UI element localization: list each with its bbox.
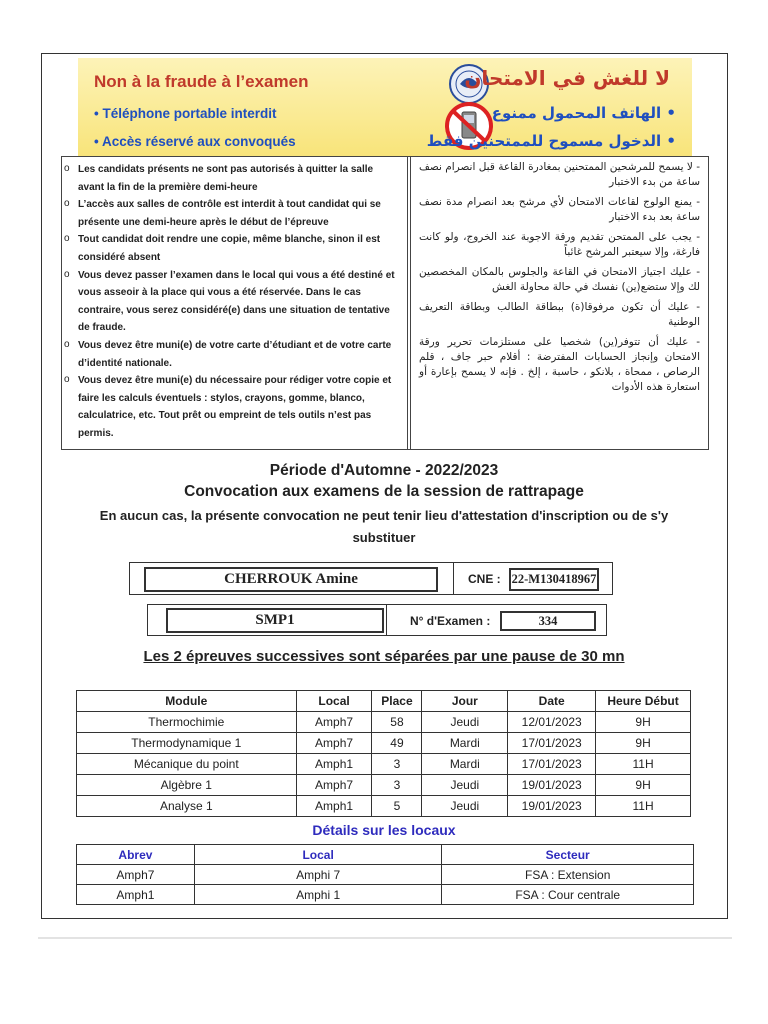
rule-fr-item: o Vous devez passer l’examen dans le local qui vous a été destiné et vous asseoir à la place qui vous a été réservée. Dans le cas contraire, vous serez considéré(e) dans une situation de tentative de fraude.: [78, 267, 399, 337]
cell-local: Amphi 1: [194, 885, 442, 905]
cell-heure: 9H: [596, 775, 691, 796]
rules-fr-column: [62, 157, 408, 449]
cell-local: Amph7: [296, 733, 372, 754]
banner-ar-title: لا للغش في الامتحان: [464, 66, 670, 90]
cell-date: 17/01/2023: [508, 754, 596, 775]
cell-heure: 9H: [596, 733, 691, 754]
table-row: [77, 775, 691, 796]
cell-local: Amph1: [296, 754, 372, 775]
table-row: [77, 865, 694, 885]
rule-fr-item: o Les candidats présents ne sont pas autorisés à quitter la salle avant la fin de la première demi-heure: [78, 161, 399, 196]
divider: [386, 605, 387, 635]
rule-fr-item: o L’accès aux salles de contrôle est interdit à tout candidat qui se présente une demi-heure après le début de l’épreuve: [78, 196, 399, 231]
cell-jour: Mardi: [422, 733, 508, 754]
cell-secteur: FSA : Extension: [442, 865, 694, 885]
cell-place: 3: [372, 775, 422, 796]
col-header: Abrev: [77, 845, 195, 865]
cell-place: 5: [372, 796, 422, 817]
cell-jour: Mardi: [422, 754, 508, 775]
col-header: Secteur: [442, 845, 694, 865]
student-name: CHERROUK Amine: [144, 567, 438, 592]
cell-module: Mécanique du point: [77, 754, 297, 775]
filiere-value: SMP1: [166, 608, 384, 633]
cell-local: Amph7: [296, 775, 372, 796]
exams-table: [76, 690, 691, 817]
disclaimer-text: En aucun cas, la présente convocation ne peut tenir lieu d'attestation d'inscription ou de s'y substituer: [99, 508, 669, 545]
table-row: [77, 712, 691, 733]
cell-place: 49: [372, 733, 422, 754]
cell-jour: Jeudi: [422, 775, 508, 796]
page-divider: [38, 937, 732, 939]
col-header: Heure Début: [596, 691, 691, 712]
rule-ar-item: - يمنع الولوج لقاعات الامتحان لأي مرشح بعد انصرام مدة نصف ساعة بعد بدء الاختبار: [419, 196, 700, 223]
banner-ar-line-phone: • الهاتف المحمول ممنوع: [491, 104, 676, 122]
cell-heure: 11H: [596, 754, 691, 775]
table-row: [77, 754, 691, 775]
banner-ar-line-access: • الدخول مسموح للممتحنين فقط: [426, 132, 676, 150]
banner-fr-line-access: • Accès réservé aux convoqués: [94, 134, 296, 149]
rules-ar-column: [410, 157, 708, 449]
col-header: Module: [77, 691, 297, 712]
cell-date: 19/01/2023: [508, 796, 596, 817]
cell-module: Analyse 1: [77, 796, 297, 817]
table-row: [77, 733, 691, 754]
rule-fr-item: o Tout candidat doit rendre une copie, même blanche, sinon il est considéré absent: [78, 231, 399, 266]
pause-note: Les 2 épreuves successives sont séparées par une pause de 30 mn: [143, 648, 625, 665]
cell-local: Amphi 7: [194, 865, 442, 885]
cell-date: 12/01/2023: [508, 712, 596, 733]
cell-heure: 11H: [596, 796, 691, 817]
cell-jour: Jeudi: [422, 796, 508, 817]
rule-ar-item: - عليك أن تكون مرفوقا(ة) ببطاقة الطالب وبطاقة التعريف الوطنية: [419, 301, 700, 328]
cell-place: 3: [372, 754, 422, 775]
divider: [453, 563, 454, 594]
cell-secteur: FSA : Cour centrale: [442, 885, 694, 905]
locaux-title: Détails sur les locaux: [312, 822, 456, 838]
rule-ar-item: - عليك اجتياز الامتحان في القاعة والجلوس بالمكان المخصصين لك وإلا ستضع(ين) نفسك في حالة محاولة الغش: [419, 266, 700, 293]
rule-ar-item: - عليك أن تتوفر(ين) شخصيا على مستلزمات تحرير ورقة الامتحان وإنجاز الحسابات المفترضة : أقلام حبر جاف ، قلم الرصاص ، ممحاة ، بلانكو ، حاسبة ، إلخ . فإنه لا يسمح بإعارة أو استعارة هذه الأدوات: [419, 336, 700, 393]
cell-jour: Jeudi: [422, 712, 508, 733]
cell-local: Amph7: [296, 712, 372, 733]
rule-fr-item: o Vous devez être muni(e) de votre carte d’étudiant et de votre carte d’identité nationale.: [78, 337, 399, 372]
banner-fr-title: Non à la fraude à l’examen: [94, 72, 309, 91]
cne-value: 22-M130418967: [509, 568, 599, 591]
student-identity-box: [129, 562, 613, 595]
table-row: [77, 796, 691, 817]
cell-module: Thermochimie: [77, 712, 297, 733]
cell-place: 58: [372, 712, 422, 733]
col-header: Local: [296, 691, 372, 712]
locaux-table: [76, 844, 694, 905]
cell-local: Amph1: [296, 796, 372, 817]
table-header-row: [77, 691, 691, 712]
cell-module: Thermodynamique 1: [77, 733, 297, 754]
banner-fr-line-phone: • Téléphone portable interdit: [94, 106, 277, 121]
col-header: Local: [194, 845, 442, 865]
exam-identity-box: [147, 604, 607, 636]
table-row: [77, 885, 694, 905]
rule-fr-item: o Vous devez être muni(e) du nécessaire pour rédiger votre copie et faire les calculs éventuels : stylos, crayons, gomme, blanco, calculatrice, etc. Tout prêt ou empreint de tels outils n’est pas permis.: [78, 372, 399, 442]
exam-rules-box: [61, 156, 709, 450]
exam-number-value: 334: [500, 611, 596, 631]
cell-date: 17/01/2023: [508, 733, 596, 754]
col-header: Jour: [422, 691, 508, 712]
exam-number-label: N° d'Examen :: [410, 614, 491, 628]
table-header-row: [77, 845, 694, 865]
rule-ar-item: - لا يسمح للمرشحين الممتحنين بمغادرة القاعة قبل انصرام نصف ساعة من بدء الاختبار: [419, 161, 700, 188]
rule-ar-item: - يجب على الممتحن تقديم ورقة الاجوبة عند الخروج، ولو كانت فارغة، وإلا سيعتبر المرشح غائباً: [419, 231, 700, 258]
col-header: Date: [508, 691, 596, 712]
period-title: Période d'Automne - 2022/2023: [269, 462, 499, 479]
anti-fraud-banner: [78, 58, 692, 156]
cell-abrev: Amph1: [77, 885, 195, 905]
cell-heure: 9H: [596, 712, 691, 733]
cell-date: 19/01/2023: [508, 775, 596, 796]
cell-abrev: Amph7: [77, 865, 195, 885]
cell-module: Algèbre 1: [77, 775, 297, 796]
cne-label: CNE :: [468, 572, 501, 586]
col-header: Place: [372, 691, 422, 712]
convocation-title: Convocation aux examens de la session de rattrapage: [184, 483, 584, 500]
